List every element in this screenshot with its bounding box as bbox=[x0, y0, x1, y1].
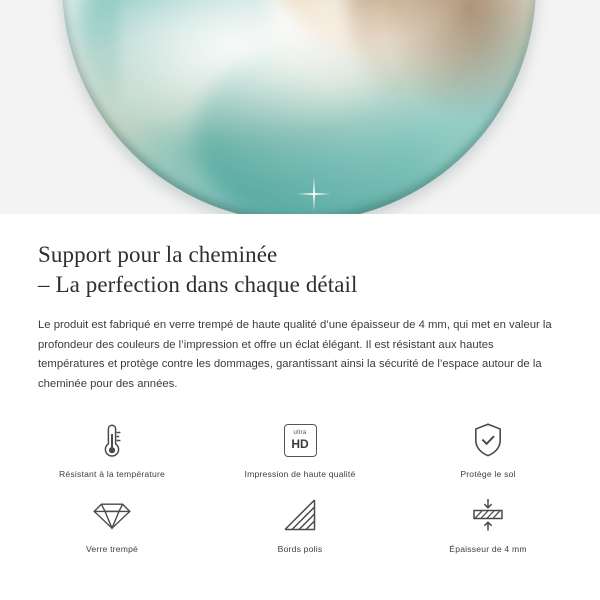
polished-edges-icon bbox=[283, 493, 317, 537]
page-title-line-2: – La perfection dans chaque détail bbox=[38, 272, 358, 297]
feature-item-polished-edges bbox=[206, 493, 394, 554]
product-description: Le produit est fabriqué en verre trempé de haute qualité d’une épaisseur de 4 mm, qui met en valeur la profondeur des couleurs de l’impression et offre un éclat élégant. Il est résistant aux hautes températures et protège contre les dommages, garantissant ainsi la sécurité de l’espace autour de la cheminée pour des années. bbox=[38, 319, 552, 390]
feature-label: Protège le sol bbox=[460, 469, 516, 479]
feature-label: Épaisseur de 4 mm bbox=[449, 544, 527, 554]
feature-item-print-quality bbox=[206, 418, 394, 479]
content-section bbox=[0, 240, 600, 394]
feature-label: Bords polis bbox=[277, 544, 323, 554]
shield-check-icon bbox=[471, 418, 505, 462]
ultra-hd-badge-icon bbox=[284, 418, 317, 462]
feature-item-thickness bbox=[394, 493, 582, 554]
feature-label: Résistant à la température bbox=[59, 469, 165, 479]
feature-item-floor-protection bbox=[394, 418, 582, 479]
thickness-arrows-icon bbox=[470, 493, 506, 537]
feature-grid bbox=[0, 418, 600, 554]
thermometer-icon bbox=[99, 418, 125, 462]
feature-label: Impression de haute qualité bbox=[244, 469, 356, 479]
feature-item-temperature bbox=[18, 418, 206, 479]
feature-item-tempered-glass bbox=[18, 493, 206, 554]
diamond-icon bbox=[92, 493, 132, 537]
feature-label: Verre trempé bbox=[85, 544, 139, 554]
page-title-line-1: Support pour la cheminée bbox=[38, 242, 278, 267]
hero-image bbox=[0, 0, 600, 214]
badge-top-text: ultra bbox=[293, 429, 307, 437]
page-title bbox=[38, 240, 562, 300]
badge-main-text: HD bbox=[291, 436, 309, 451]
